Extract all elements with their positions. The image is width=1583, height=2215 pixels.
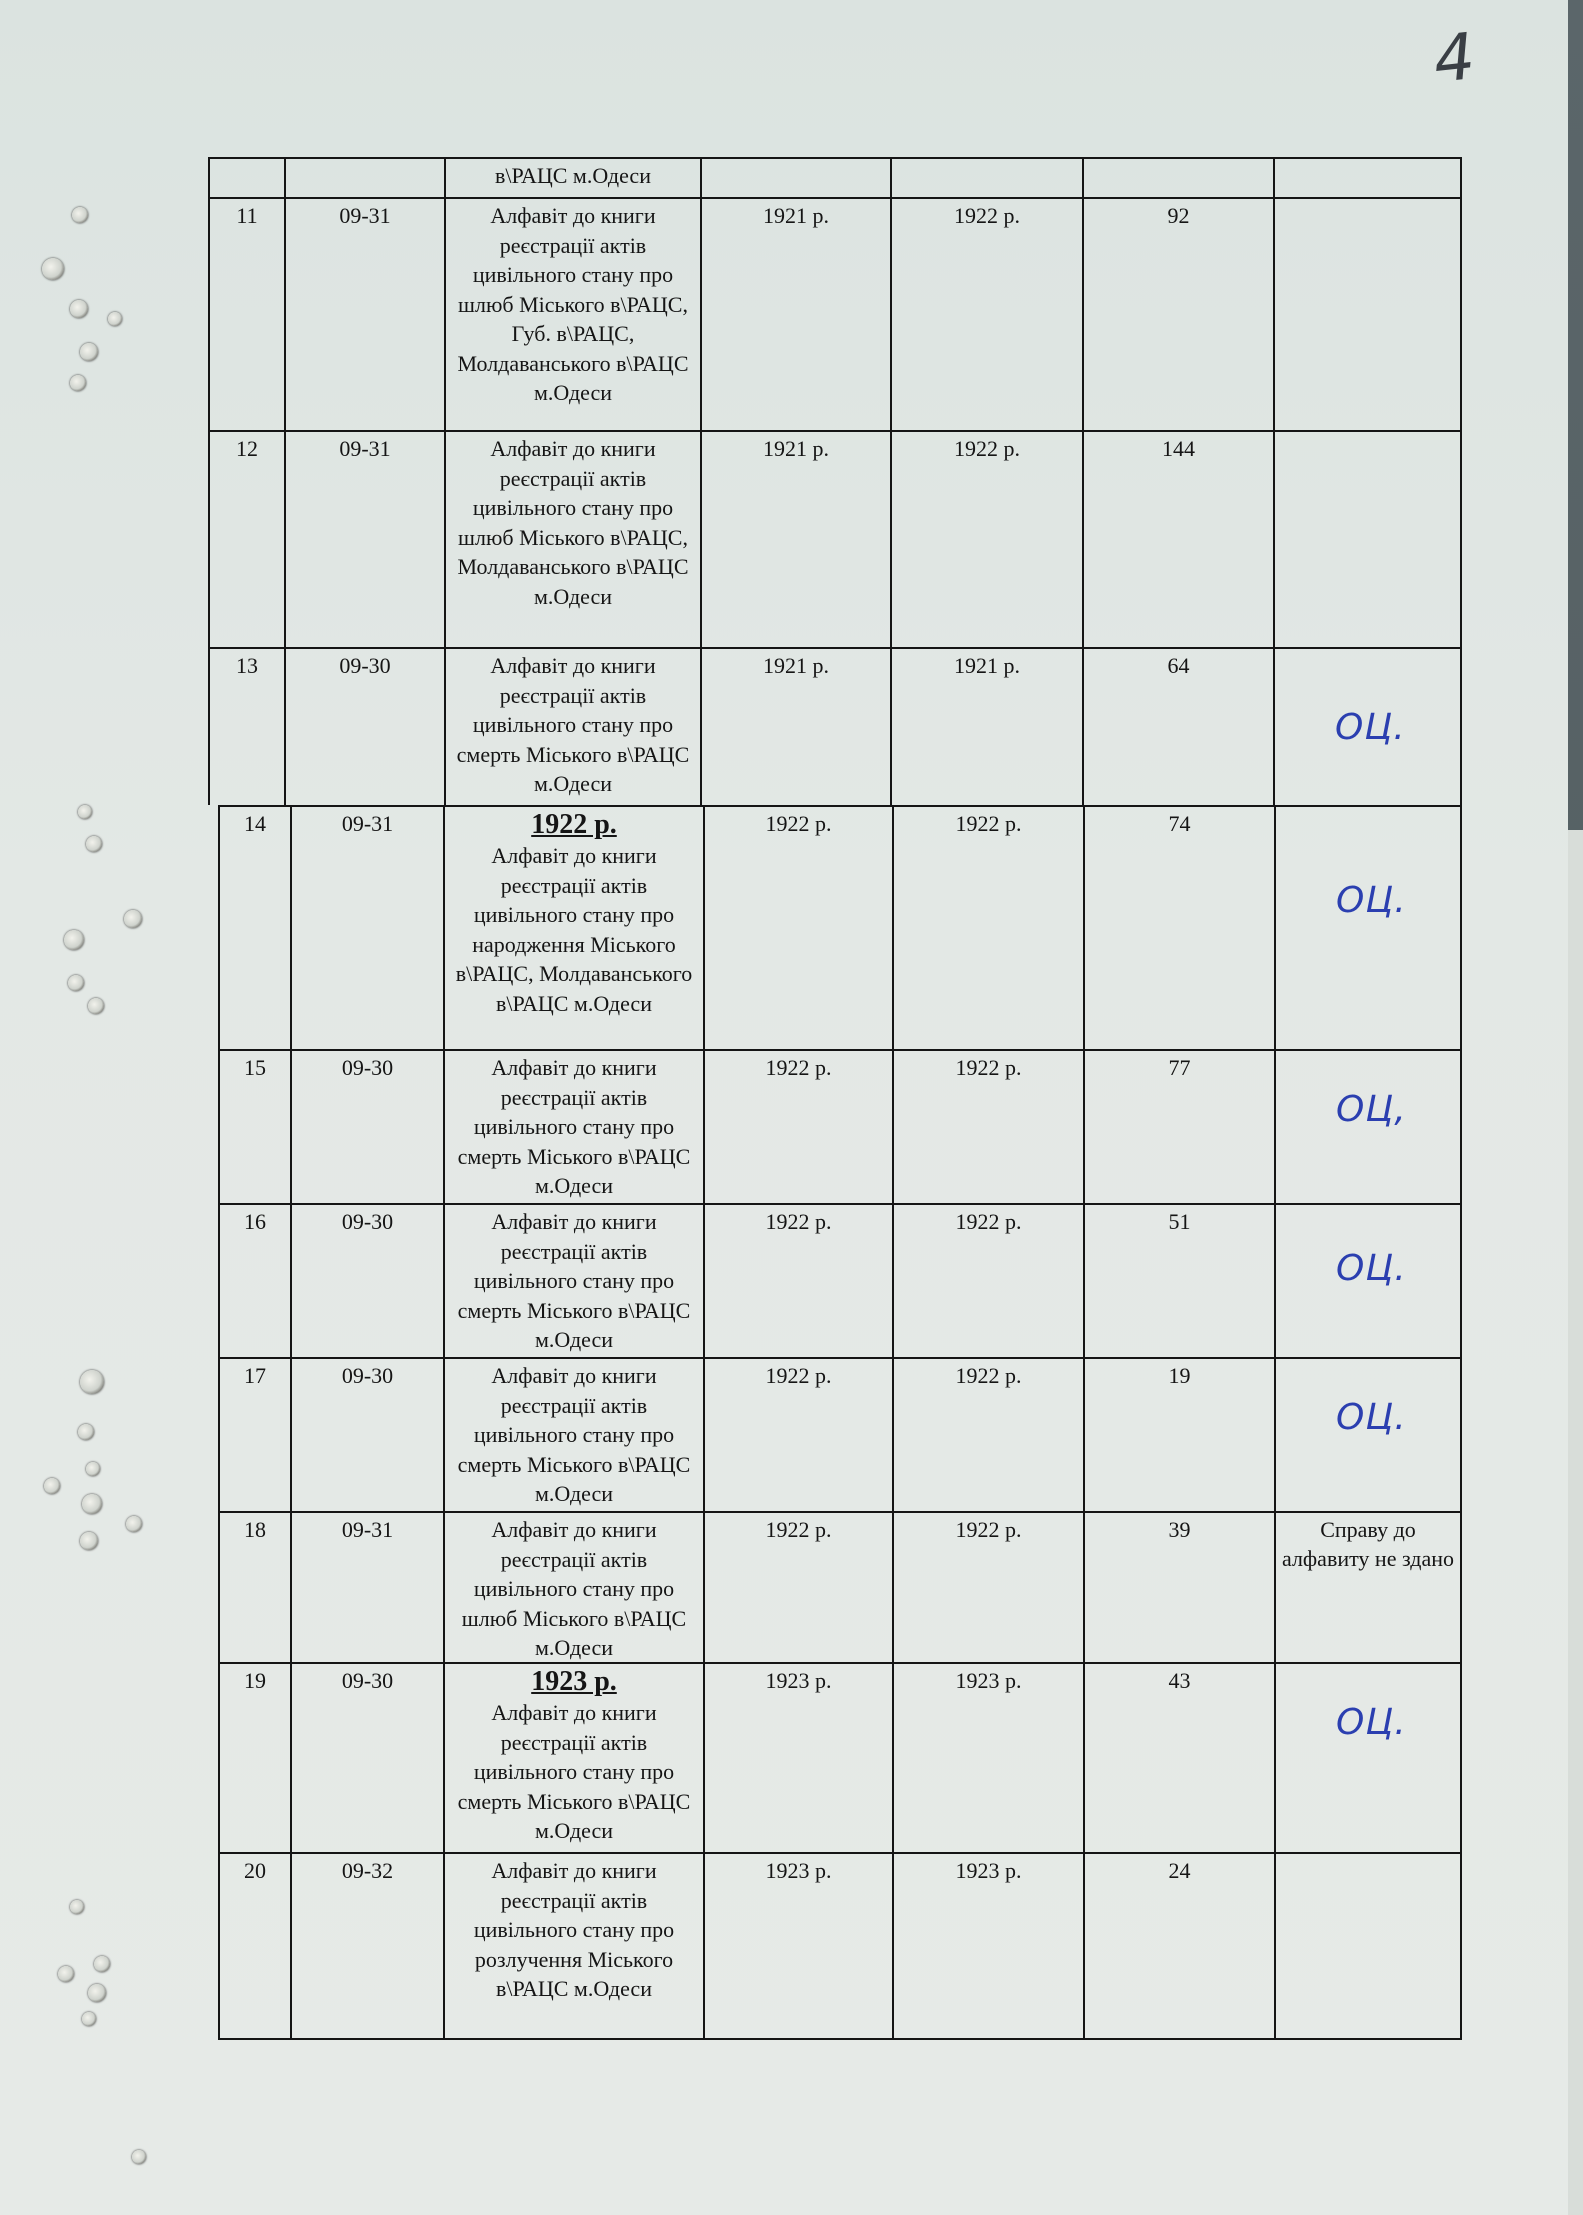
column-divider (444, 430, 446, 647)
column-divider (890, 647, 892, 805)
start-date-cell: 1922 р. (765, 811, 832, 836)
punch-hole (126, 1516, 142, 1532)
punch-hole (72, 207, 88, 223)
column-divider (1274, 805, 1276, 1049)
note-cell (1278, 1856, 1458, 2036)
column-divider (208, 157, 210, 197)
column-divider (218, 1662, 220, 1852)
punch-hole (44, 1478, 60, 1494)
punch-hole (88, 1984, 106, 2002)
start-date-cell: 1921 р. (763, 653, 829, 678)
table-bottom-border (218, 2038, 1462, 2040)
note-cell (1277, 201, 1458, 428)
fund-code-cell: 09-31 (341, 1517, 394, 1542)
column-divider (1460, 1357, 1462, 1511)
row-number-cell: 11 (236, 203, 258, 228)
page-count-cell: 39 (1168, 1517, 1191, 1542)
column-divider (218, 1049, 220, 1203)
column-divider (1460, 1852, 1462, 2038)
start-date-cell: 1923 р. (765, 1668, 832, 1693)
start-date-cell: 1922 р. (765, 1517, 832, 1542)
column-divider (1274, 1203, 1276, 1357)
punch-hole (86, 836, 102, 852)
punch-hole (70, 1900, 84, 1914)
start-date-cell: 1921 р. (763, 436, 829, 461)
column-divider (1083, 1852, 1085, 2038)
column-divider (290, 1049, 292, 1203)
column-divider (218, 1852, 220, 2038)
punch-hole (86, 1462, 100, 1476)
column-divider (892, 1852, 894, 2038)
column-divider (1460, 1049, 1462, 1203)
page-count-cell (1086, 161, 1271, 195)
punch-hole (82, 2012, 96, 2026)
handwritten-check-mark: ОЦ. (1336, 880, 1407, 921)
row-number-cell: 18 (244, 1517, 266, 1542)
end-date-cell: 1922 р. (954, 436, 1020, 461)
punch-hole (88, 998, 104, 1014)
column-divider (443, 1852, 445, 2038)
punch-hole (78, 1424, 94, 1440)
page-count-cell: 51 (1168, 1209, 1191, 1234)
fund-code-cell: 09-30 (341, 1055, 394, 1080)
start-date-cell: 1922 р. (765, 1363, 832, 1388)
page-count-cell: 92 (1167, 203, 1190, 228)
column-divider (1083, 1203, 1085, 1357)
column-divider (1274, 1511, 1276, 1662)
row-number-cell: 16 (244, 1209, 266, 1234)
column-divider (284, 157, 286, 197)
description-cell: в\РАЦС м.Одеси (495, 163, 651, 188)
page-count-cell: 24 (1168, 1858, 1191, 1883)
punch-hole (94, 1956, 110, 1972)
column-divider (1083, 1511, 1085, 1662)
note-cell (1278, 1666, 1458, 1850)
column-divider (892, 1511, 894, 1662)
column-divider (1274, 1662, 1276, 1852)
fund-code-cell: 09-30 (341, 1209, 394, 1234)
column-divider (218, 1203, 220, 1357)
column-divider (1082, 430, 1084, 647)
column-divider (703, 1357, 705, 1511)
column-divider (890, 197, 892, 430)
column-divider (1460, 1203, 1462, 1357)
column-divider (443, 1511, 445, 1662)
punch-hole (42, 258, 64, 280)
column-divider (1082, 647, 1084, 805)
description-cell (447, 1666, 701, 1850)
column-divider (444, 647, 446, 805)
column-divider (1273, 430, 1275, 647)
column-divider (208, 647, 210, 805)
column-divider (1460, 197, 1462, 430)
fund-code-cell: 09-32 (341, 1858, 394, 1883)
description-cell: Алфавіт до книги реєстрації актів цивільного стану про шлюб Міського в\РАЦС м.Одеси (461, 1517, 687, 1660)
column-divider (1082, 197, 1084, 430)
row-number-cell: 17 (244, 1363, 266, 1388)
description-cell: Алфавіт до книги реєстрації актів цивільного стану про смерть Міського в\РАЦС м.Одеси (456, 653, 690, 796)
column-divider (284, 430, 286, 647)
row-number-cell: 20 (244, 1858, 266, 1883)
underlying-sheet (1568, 830, 1583, 2215)
column-divider (890, 430, 892, 647)
end-date-cell (894, 161, 1080, 195)
fund-code-cell: 09-30 (341, 1668, 394, 1693)
description-cell: Алфавіт до книги реєстрації актів цивільного стану про шлюб Міського в\РАЦС, Молдаванського в\РАЦС м.Одеси (457, 436, 689, 609)
row-number-cell: 12 (236, 436, 258, 461)
column-divider (890, 157, 892, 197)
scan-edge (1568, 0, 1583, 2215)
column-divider (703, 805, 705, 1049)
row-number-cell: 13 (236, 653, 258, 678)
column-divider (703, 1203, 705, 1357)
column-divider (703, 1852, 705, 2038)
punch-hole (80, 1370, 104, 1394)
column-divider (1083, 1662, 1085, 1852)
column-divider (284, 197, 286, 430)
column-divider (700, 430, 702, 647)
column-divider (1273, 197, 1275, 430)
column-divider (1273, 647, 1275, 805)
column-divider (443, 805, 445, 1049)
handwritten-check-mark: ОЦ. (1336, 1702, 1407, 1743)
handwritten-page-number: 4 (1430, 20, 1479, 98)
punch-hole (80, 1532, 98, 1550)
column-divider (1460, 1662, 1462, 1852)
column-divider (443, 1203, 445, 1357)
column-divider (1274, 1049, 1276, 1203)
column-divider (703, 1049, 705, 1203)
column-divider (1082, 157, 1084, 197)
punch-hole (68, 975, 84, 991)
column-divider (218, 805, 220, 1049)
row-number-cell: 19 (244, 1668, 266, 1693)
column-divider (892, 1203, 894, 1357)
punch-hole (64, 930, 84, 950)
description-text: Алфавіт до книги реєстрації актів цивільного стану про народження Міського в\РАЦС, Молдаванського в\РАЦС м.Одеси (455, 843, 693, 1016)
punch-hole (70, 300, 88, 318)
fund-code-cell: 09-31 (341, 811, 394, 836)
page-count-cell: 74 (1168, 811, 1191, 836)
description-text: Алфавіт до книги реєстрації актів цивільного стану про смерть Міського в\РАЦС м.Одеси (457, 1700, 691, 1843)
start-date-cell: 1921 р. (763, 203, 829, 228)
column-divider (1273, 157, 1275, 197)
column-divider (290, 1203, 292, 1357)
column-divider (1083, 805, 1085, 1049)
description-cell: Алфавіт до книги реєстрації актів цивільного стану про шлюб Міського в\РАЦС, Губ. в\РАЦС, Молдаванського в\РАЦС м.Одеси (457, 203, 689, 405)
start-date-cell (704, 161, 888, 195)
fund-code-cell: 09-31 (339, 203, 391, 228)
row-number-cell (212, 161, 282, 195)
column-divider (892, 1662, 894, 1852)
column-divider (290, 805, 292, 1049)
column-divider (703, 1662, 705, 1852)
column-divider (218, 1511, 220, 1662)
note-cell (1277, 161, 1458, 195)
fund-code-cell: 09-31 (339, 436, 391, 461)
column-divider (208, 197, 210, 430)
column-divider (284, 647, 286, 805)
punch-hole (82, 1494, 102, 1514)
note-cell (1277, 434, 1458, 645)
start-date-cell: 1923 р. (765, 1858, 832, 1883)
start-date-cell: 1922 р. (765, 1055, 832, 1080)
column-divider (700, 647, 702, 805)
column-divider (892, 1049, 894, 1203)
column-divider (443, 1357, 445, 1511)
column-divider (703, 1511, 705, 1662)
column-divider (444, 157, 446, 197)
handwritten-check-mark: ОЦ. (1336, 1397, 1407, 1438)
page-count-cell: 64 (1167, 653, 1190, 678)
handwritten-check-mark: ОЦ. (1336, 1248, 1407, 1289)
column-divider (892, 805, 894, 1049)
end-date-cell: 1922 р. (955, 1517, 1022, 1542)
fund-code-cell: 09-30 (339, 653, 391, 678)
punch-hole (70, 375, 86, 391)
page-count-cell: 144 (1162, 436, 1195, 461)
note-cell: Справу до алфавиту не здано (1281, 1517, 1454, 1571)
year-section-header: 1922 р. (531, 809, 617, 840)
column-divider (443, 1662, 445, 1852)
column-divider (892, 1357, 894, 1511)
description-cell: Алфавіт до книги реєстрації актів цивільного стану про розлучення Міського в\РАЦС м.Одеси (473, 1858, 675, 2001)
column-divider (1274, 1357, 1276, 1511)
end-date-cell: 1923 р. (955, 1858, 1022, 1883)
column-divider (1460, 805, 1462, 1049)
column-divider (1083, 1049, 1085, 1203)
end-date-cell: 1922 р. (955, 1209, 1022, 1234)
fund-code-cell (288, 161, 442, 195)
end-date-cell: 1921 р. (954, 653, 1020, 678)
column-divider (1083, 1357, 1085, 1511)
column-divider (218, 1357, 220, 1511)
fund-code-cell: 09-30 (341, 1363, 394, 1388)
column-divider (208, 430, 210, 647)
punch-hole (108, 312, 122, 326)
column-divider (1274, 1852, 1276, 2038)
row-number-cell: 15 (244, 1055, 266, 1080)
description-cell: Алфавіт до книги реєстрації актів цивільного стану про смерть Міського в\РАЦС м.Одеси (457, 1209, 691, 1352)
punch-hole (132, 2150, 146, 2164)
column-divider (1460, 647, 1462, 805)
column-divider (1460, 1511, 1462, 1662)
start-date-cell: 1922 р. (765, 1209, 832, 1234)
column-divider (290, 1662, 292, 1852)
column-divider (700, 157, 702, 197)
end-date-cell: 1922 р. (955, 1055, 1022, 1080)
page-count-cell: 43 (1168, 1668, 1191, 1693)
punch-hole (58, 1966, 74, 1982)
end-date-cell: 1922 р. (955, 811, 1022, 836)
description-cell: Алфавіт до книги реєстрації актів цивільного стану про смерть Міського в\РАЦС м.Одеси (457, 1363, 691, 1506)
column-divider (700, 197, 702, 430)
column-divider (1460, 157, 1462, 197)
handwritten-check-mark: ОЦ. (1335, 707, 1406, 748)
end-date-cell: 1923 р. (955, 1668, 1022, 1693)
description-cell: Алфавіт до книги реєстрації актів цивільного стану про смерть Міського в\РАЦС м.Одеси (457, 1055, 691, 1198)
punch-hole (124, 910, 142, 928)
column-divider (290, 1511, 292, 1662)
end-date-cell: 1922 р. (954, 203, 1020, 228)
description-cell (447, 809, 701, 1047)
column-divider (443, 1049, 445, 1203)
page-count-cell: 77 (1168, 1055, 1191, 1080)
column-divider (444, 197, 446, 430)
column-divider (290, 1357, 292, 1511)
handwritten-check-mark: ОЦ, (1336, 1089, 1407, 1130)
punch-hole (78, 805, 92, 819)
year-section-header: 1923 р. (531, 1666, 617, 1697)
punch-hole (80, 343, 98, 361)
page-count-cell: 19 (1168, 1363, 1191, 1388)
end-date-cell: 1922 р. (955, 1363, 1022, 1388)
column-divider (290, 1852, 292, 2038)
row-number-cell: 14 (244, 811, 266, 836)
note-cell (1278, 809, 1458, 1047)
column-divider (1460, 430, 1462, 647)
